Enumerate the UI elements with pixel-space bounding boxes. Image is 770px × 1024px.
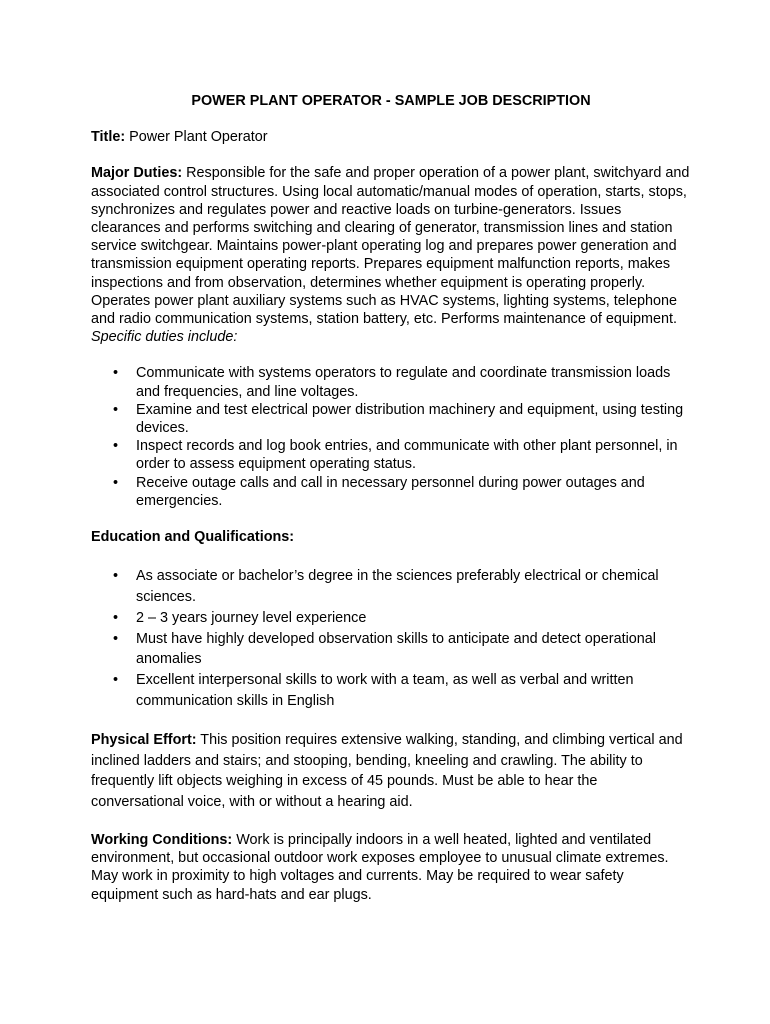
specific-duties-label: Specific duties include: xyxy=(91,329,238,346)
major-duties-section xyxy=(91,164,691,346)
list-item xyxy=(91,401,691,437)
list-item xyxy=(91,608,691,629)
list-item xyxy=(91,566,691,608)
major-duties-label: Major Duties: xyxy=(91,165,183,182)
working-conditions-label: Working Conditions: xyxy=(91,832,233,849)
list-item-text: Must have highly developed observation skills to anticipate and detect operational anomalies xyxy=(136,630,656,668)
education-list xyxy=(91,566,691,712)
specific-duties-list xyxy=(91,364,691,510)
education-heading-text: Education and Qualifications: xyxy=(91,529,295,546)
list-item-text: Receive outage calls and call in necessary personnel during power outages and emergencies. xyxy=(136,474,645,509)
list-item xyxy=(91,629,691,671)
major-duties-text: Responsible for the safe and proper operation of a power plant, switchyard and associated control structures. Using local automatic/manual modes of operation, starts, stops, synchronizes and regulates power and reactive loads on turbine-generators. Issues clearances and performs switching and clearing of generator, transmission lines and station service switchgear. Maintains power-plant operating log and prepares power generation and transmission equipment operating reports. Prepares equipment malfunction reports, makes inspections and from observation, determines whether equipment is operating properly. Operates power plant auxiliary systems such as HVAC systems, lighting systems, telephone and radio communication systems, station battery, etc. Performs maintenance of equipment. xyxy=(91,165,690,328)
major-duties-paragraph xyxy=(91,164,691,328)
physical-effort-text: This position requires extensive walking, standing, and climbing vertical and inclined ladders and stairs; and stooping, bending, kneeling and crawling. The ability to frequently lift objects weighing in excess of 45 pounds. Must be able to hear the conversational voice, with or without a hearing aid. xyxy=(91,731,683,811)
working-conditions-paragraph xyxy=(91,831,691,904)
education-heading xyxy=(91,528,691,546)
physical-effort-paragraph xyxy=(91,730,691,813)
list-item-text: 2 – 3 years journey level experience xyxy=(136,609,367,626)
bullet-icon: • xyxy=(113,609,119,626)
bullet-icon: • xyxy=(113,438,119,455)
bullet-icon: • xyxy=(113,630,119,647)
list-item-text: As associate or bachelor’s degree in the sciences preferably electrical or chemical sciences. xyxy=(136,568,659,606)
working-conditions-text: Work is principally indoors in a well heated, lighted and ventilated environment, but occasional outdoor work exposes employee to unusual climate extremes. May work in proximity to high voltages and currents. May be required to wear safety equipment such as hard-hats and ear plugs. xyxy=(91,832,669,903)
job-title-label: Title: xyxy=(91,129,126,146)
bullet-icon: • xyxy=(113,365,119,382)
job-title-line xyxy=(91,128,691,146)
bullet-icon: • xyxy=(113,568,119,585)
list-item-text: Excellent interpersonal skills to work with a team, as well as verbal and written communication skills in English xyxy=(136,672,634,710)
list-item-text: Inspect records and log book entries, and communicate with other plant personnel, in order to assess equipment operating status. xyxy=(136,438,678,473)
list-item xyxy=(91,437,691,473)
list-item xyxy=(91,474,691,510)
document-page xyxy=(91,92,691,904)
list-item-text: Examine and test electrical power distribution machinery and equipment, using testing devices. xyxy=(136,401,684,437)
list-item xyxy=(91,364,691,400)
bullet-icon: • xyxy=(113,672,119,689)
bullet-icon: • xyxy=(113,401,119,418)
bullet-icon: • xyxy=(113,474,119,491)
list-item-text: Communicate with systems operators to regulate and coordinate transmission loads and frequencies, and line voltages. xyxy=(136,365,671,400)
physical-effort-label: Physical Effort: xyxy=(91,731,197,748)
list-item xyxy=(91,670,691,712)
document-title: POWER PLANT OPERATOR - SAMPLE JOB DESCRIPTION xyxy=(191,93,591,109)
job-title-value: Power Plant Operator xyxy=(125,129,268,146)
